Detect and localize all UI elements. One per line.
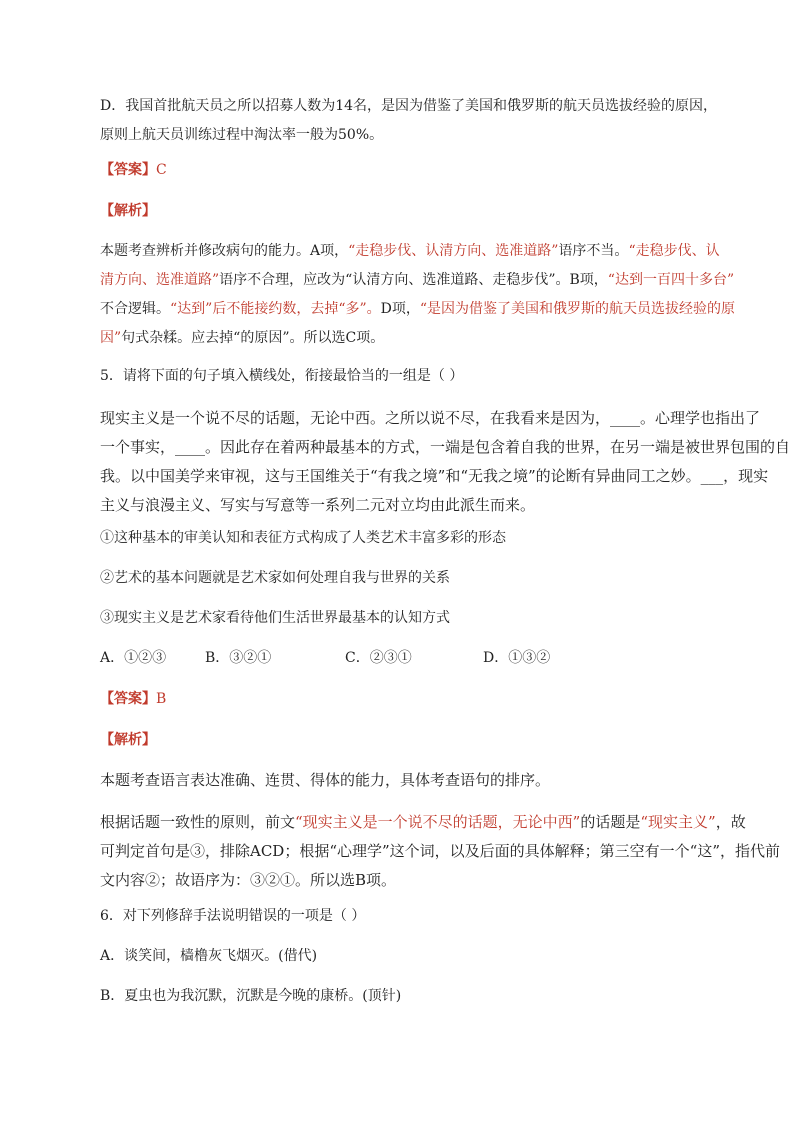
q6-stem: 6．对下列修辞手法说明错误的一项是（ ）	[100, 908, 366, 924]
q5-analysis-line2: 根据话题一致性的原则，前文“现实主义是一个说不尽的话题，无论中西”的话题是“现实主义”，故	[100, 813, 746, 831]
q6-option-a: A．谈笑间，樯橹灰飞烟灭。(借代)	[100, 948, 318, 964]
analysis-label: 【解析】	[100, 203, 156, 219]
q5-option-b: B．③②①	[205, 650, 272, 666]
q5-options	[100, 644, 740, 673]
q5-passage-line: 主义与浪漫主义、写实与写意等一系列二元对立均由此派生而来。	[100, 496, 536, 514]
q5-passage-line: 现实主义是一个说不尽的话题，无论中西。之所以说不尽，在我看来是因为，____。心理学也指出了	[100, 409, 761, 427]
q4-option-d-line2: 原则上航天员训练过程中淘汰率一般为50%。	[100, 127, 384, 143]
answer-value: B	[156, 691, 167, 707]
q4-analysis-line1: 本题考查辨析并修改病句的能力。A项，“走稳步伐、认清方向、选准道路”语序不当。“走稳步伐、认	[100, 243, 720, 259]
q4-analysis-line2: 清方向、选准道路”语序不合理，应改为“认清方向、选准道路、走稳步伐”。B项，“达到一百四十多台”	[100, 272, 735, 288]
q4-option-d	[100, 92, 740, 150]
q5-sentence-2: ②艺术的基本问题就是艺术家如何处理自我与世界的关系	[100, 570, 450, 586]
q4-analysis-line3: 不合逻辑。“达到”后不能接约数，去掉“多”。D项，“是因为借鉴了美国和俄罗斯的航天员选拔经验的原	[100, 301, 736, 317]
q5-analysis-line3: 可判定首句是③，排除ACD；根据“心理学”这个词，以及后面的具体解释；第三空有一个“这”，指代前	[100, 842, 781, 860]
q5-sentence-3: ③现实主义是艺术家看待他们生活世界最基本的认知方式	[100, 610, 450, 626]
q5-analysis-line1: 本题考查语言表达准确、连贯、得体的能力，具体考查语句的排序。	[100, 771, 551, 789]
q4-analysis	[100, 237, 740, 353]
q4-analysis-line4: 因”句式杂糅。应去掉“的原因”。所以选C项。	[100, 330, 385, 346]
q5-passage	[100, 404, 791, 520]
q5-sentence-1: ①这种基本的审美认知和表征方式构成了人类艺术丰富多彩的形态	[100, 530, 506, 546]
q5-analysis-label	[100, 726, 740, 755]
answer-label: 【答案】	[100, 691, 156, 707]
analysis-label: 【解析】	[100, 732, 156, 748]
q5-option-a: A．①②③	[100, 650, 167, 666]
q5-option-c: C．②③①	[345, 650, 412, 666]
q5-option-d: D．①③②	[483, 650, 551, 666]
q4-option-d-line1: D．我国首批航天员之所以招募人数为14名，是因为借鉴了美国和俄罗斯的航天员选拔经验的原因，	[100, 98, 718, 114]
answer-value: C	[156, 162, 167, 178]
q5-passage-line: 我。以中国美学来审视，这与王国维关于“有我之境”和“无我之境”的论断有异曲同工之妙。___，现实	[100, 467, 769, 485]
q5-answer	[100, 685, 740, 714]
q6-option-b: B．夏虫也为我沉默，沉默是今晚的康桥。(顶针)	[100, 988, 402, 1004]
q5-analysis-line4: 文内容②；故语序为：③②①。所以选B项。	[100, 871, 397, 889]
q4-answer	[100, 156, 740, 185]
q5-analysis	[100, 808, 781, 895]
q4-analysis-label	[100, 197, 740, 226]
q5-passage-line: 一个事实，____。因此存在着两种最基本的方式，一端是包含着自我的世界，在另一端是被世界包围的自	[100, 438, 791, 456]
q5-stem: 5．请将下面的句子填入横线处，衔接最恰当的一组是（ ）	[100, 368, 464, 384]
answer-label: 【答案】	[100, 162, 156, 178]
